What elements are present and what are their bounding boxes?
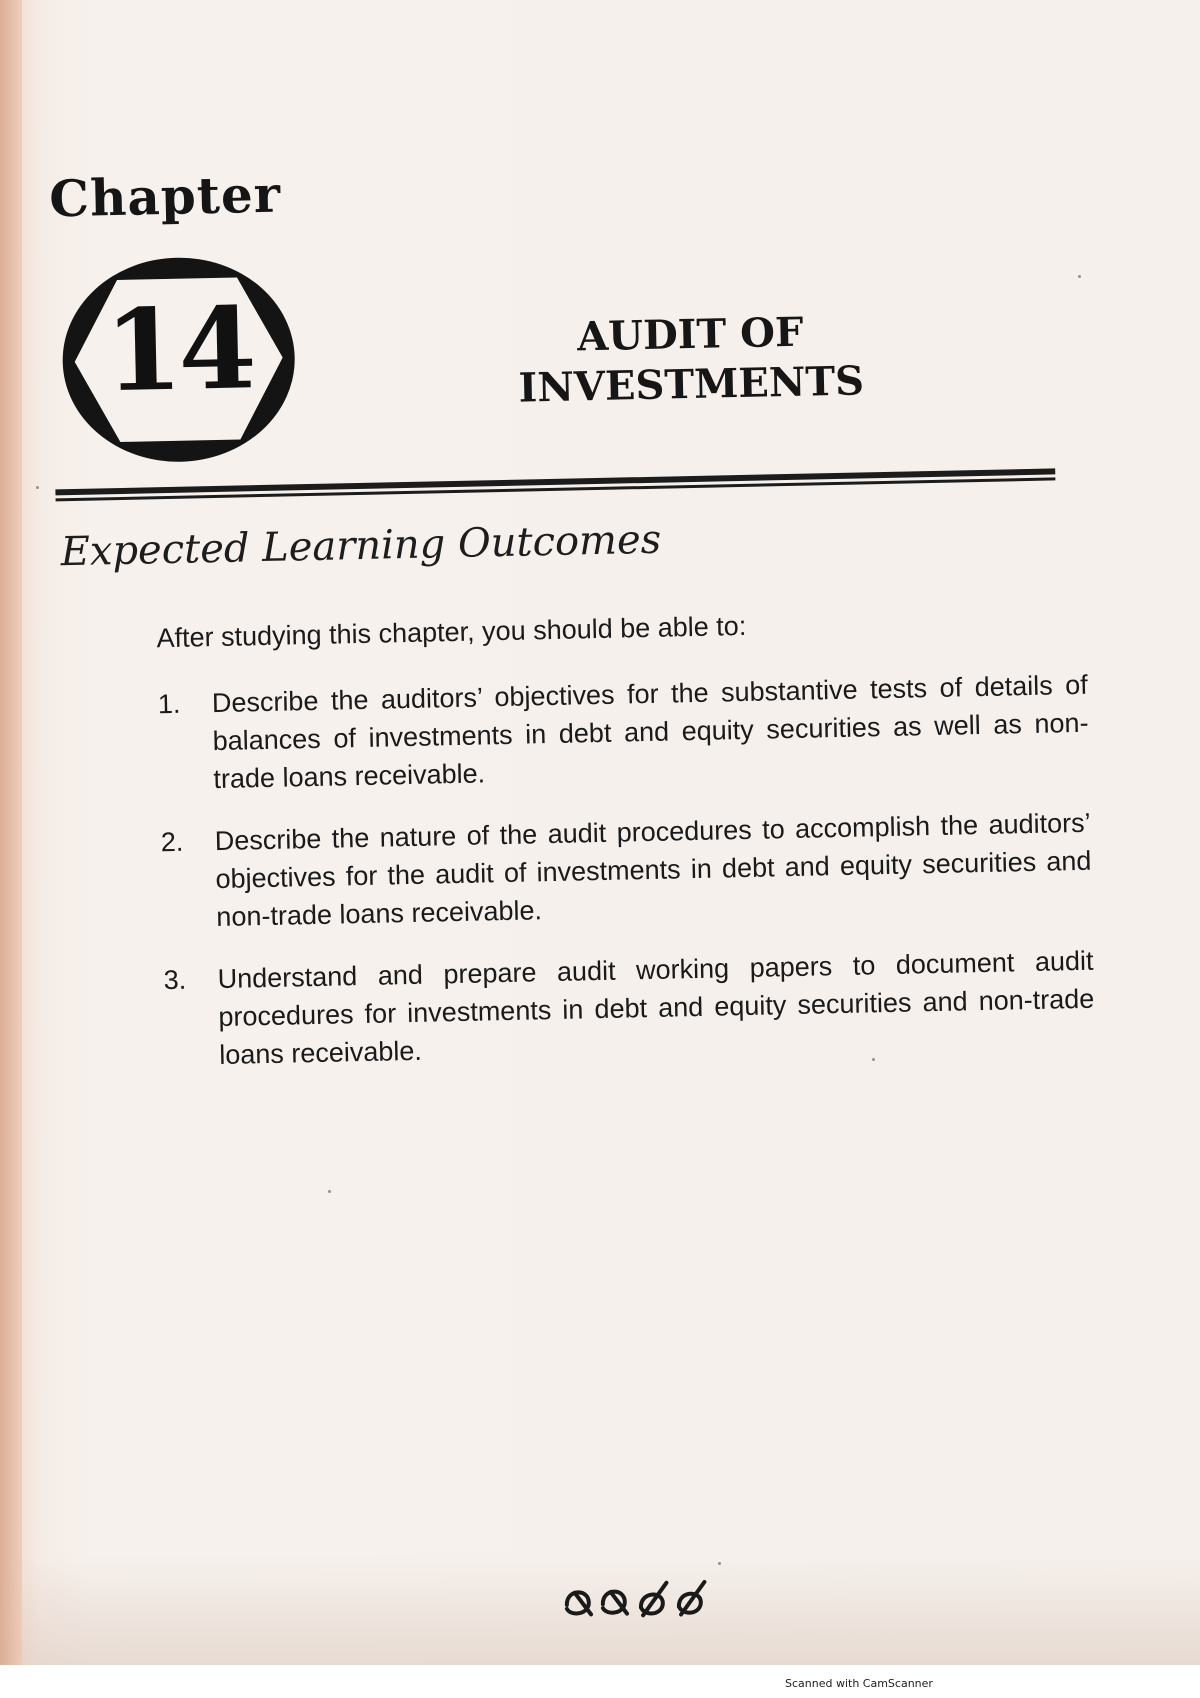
outcomes-intro: After studying this chapter, you should be able to:	[156, 610, 747, 654]
scan-speck	[1078, 275, 1081, 278]
chapter-label: Chapter	[48, 164, 282, 229]
outcome-number: 1.	[157, 688, 181, 720]
outcome-text: Understand and prepare audit working papers to document audit procedures for investments in debt and equity securities and non-trade loans receivable.	[217, 945, 1095, 1071]
outcome-item	[157, 666, 1089, 799]
outcome-number: 3.	[163, 964, 187, 996]
chapter-title	[480, 306, 902, 415]
outcome-item	[163, 942, 1095, 1075]
outcome-text: Describe the auditors’ objectives for the substantive tests of details of balances of investments in debt and equity securities as well as non-trade loans receivable.	[211, 669, 1089, 795]
chapter-number-badge	[57, 252, 301, 467]
scanner-watermark: Scanned with CamScanner	[785, 1677, 933, 1690]
chapter-title-line-1: AUDIT OF	[576, 308, 804, 361]
outcomes-list	[157, 666, 1095, 1099]
scan-speck	[872, 1058, 875, 1061]
outcome-text: Describe the nature of the audit procedures to accomplish the auditors’ objectives for the audit of investments in debt and equity securities and non-trade loans receivable.	[214, 807, 1092, 933]
scan-speck	[718, 1562, 721, 1565]
scan-speck	[328, 1190, 331, 1193]
end-ornament-icon	[556, 1572, 727, 1626]
outcome-number: 2.	[160, 826, 184, 858]
outcome-item	[160, 804, 1092, 937]
header-divider	[55, 468, 1055, 503]
outcomes-heading: Expected Learning Outcomes	[60, 516, 662, 576]
chapter-number: 14	[103, 283, 254, 418]
scan-speck	[36, 486, 39, 489]
chapter-title-line-2: INVESTMENTS	[518, 357, 865, 412]
